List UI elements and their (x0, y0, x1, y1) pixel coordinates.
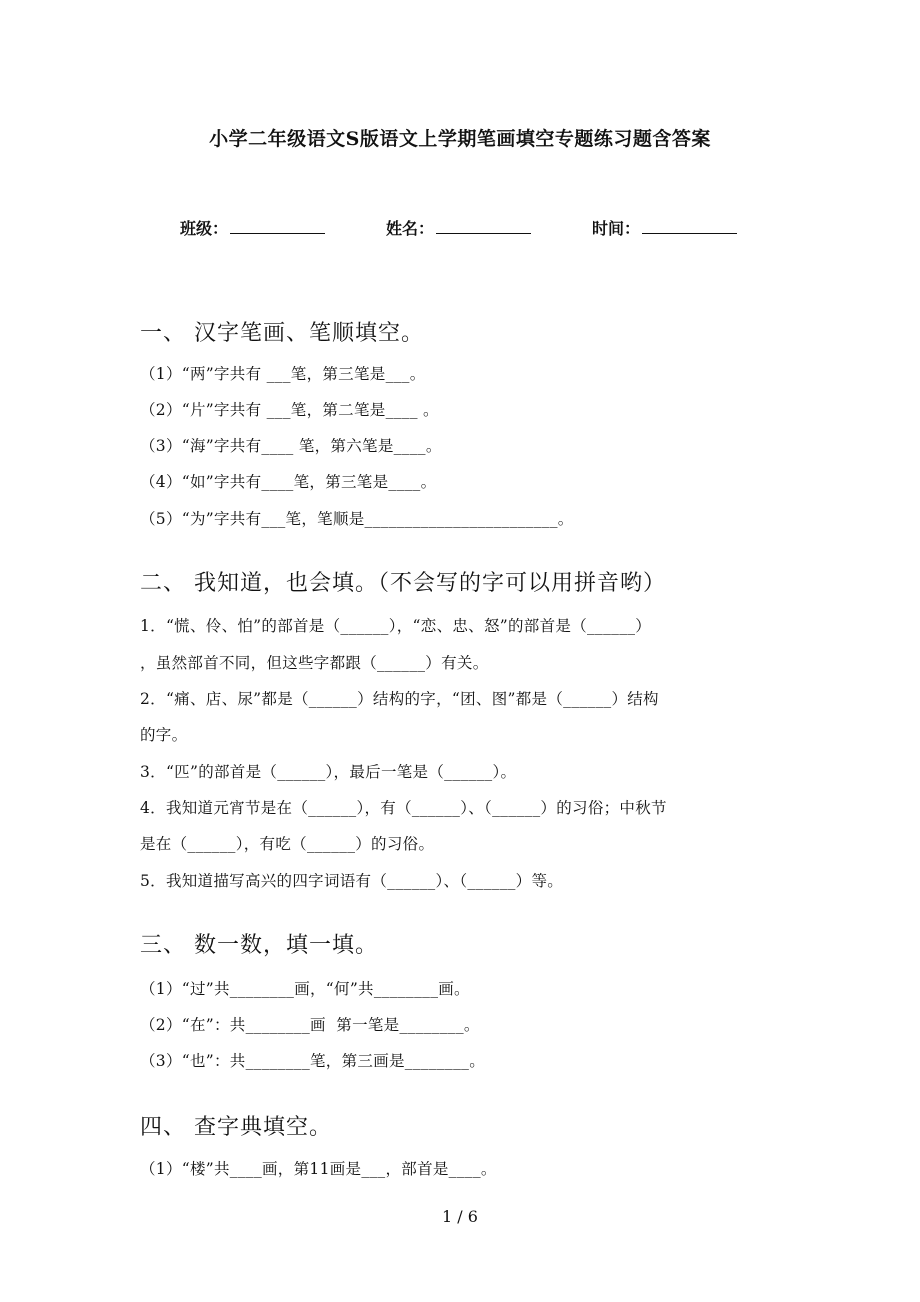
section-1-line: （1）“两”字共有 ___笔，第三笔是___。 (140, 365, 426, 383)
section-2-line: 5．我知道描写高兴的四字词语有（______）、（______）等。 (140, 872, 564, 890)
time-label: 时间： (592, 219, 641, 238)
section-2-line: 4．我知道元宵节是在（______），有（______）、（______）的习俗；中秋节 (140, 799, 667, 817)
section-2-line: ，虽然部首不同，但这些字都跟（______）有关。 (140, 654, 489, 672)
section-2-line: 是在（______），有吃（______）的习俗。 (140, 835, 435, 853)
section-1-line: （3）“海”字共有____ 笔，第六笔是____。 (140, 437, 442, 455)
class-field (180, 216, 325, 239)
section-1-line: （5）“为”字共有___笔，笔顺是________________________。 (140, 510, 574, 528)
section-1-line: （4）“如”字共有____笔，第三笔是____。 (140, 473, 437, 491)
section-2-heading: 二、 我知道，也会填。（不会写的字可以用拼音哟） (140, 571, 666, 596)
section-3-line: （3）“也”：共________笔，第三画是________。 (140, 1052, 486, 1070)
class-label: 班级： (180, 219, 229, 238)
name-label: 姓名： (386, 219, 435, 238)
document-title: 小学二年级语文S版语文上学期笔画填空专题练习题含答案 (209, 128, 711, 150)
section-3-line: （2）“在”：共________画 第一笔是________。 (140, 1016, 480, 1034)
section-2-line: 的字。 (140, 726, 188, 744)
section-2-line: 1．“慌、伶、怕”的部首是（______），“恋、忠、怒”的部首是（______） (140, 617, 652, 635)
section-4-heading: 四、 查字典填空。 (140, 1115, 332, 1140)
time-blank[interactable] (642, 219, 737, 234)
section-1-heading: 一、 汉字笔画、笔顺填空。 (140, 321, 424, 346)
name-blank[interactable] (436, 219, 531, 234)
page-number: 1 / 6 (442, 1207, 478, 1226)
section-2-line: 3．“匹”的部首是（______），最后一笔是（______）。 (140, 763, 517, 781)
section-3-line: （1）“过”共________画，“何”共________画。 (140, 980, 470, 998)
section-4-line: （1）“楼”共____画，第11画是___，部首是____。 (140, 1160, 497, 1178)
section-2-line: 2．“痛、店、尿”都是（______）结构的字，“团、图”都是（______）结构 (140, 690, 659, 708)
class-blank[interactable] (230, 219, 325, 234)
section-1-line: （2）“片”字共有 ___笔，第二笔是____ 。 (140, 401, 439, 419)
name-field (386, 216, 531, 239)
section-3-heading: 三、 数一数，填一填。 (140, 933, 378, 958)
time-field (592, 216, 737, 239)
